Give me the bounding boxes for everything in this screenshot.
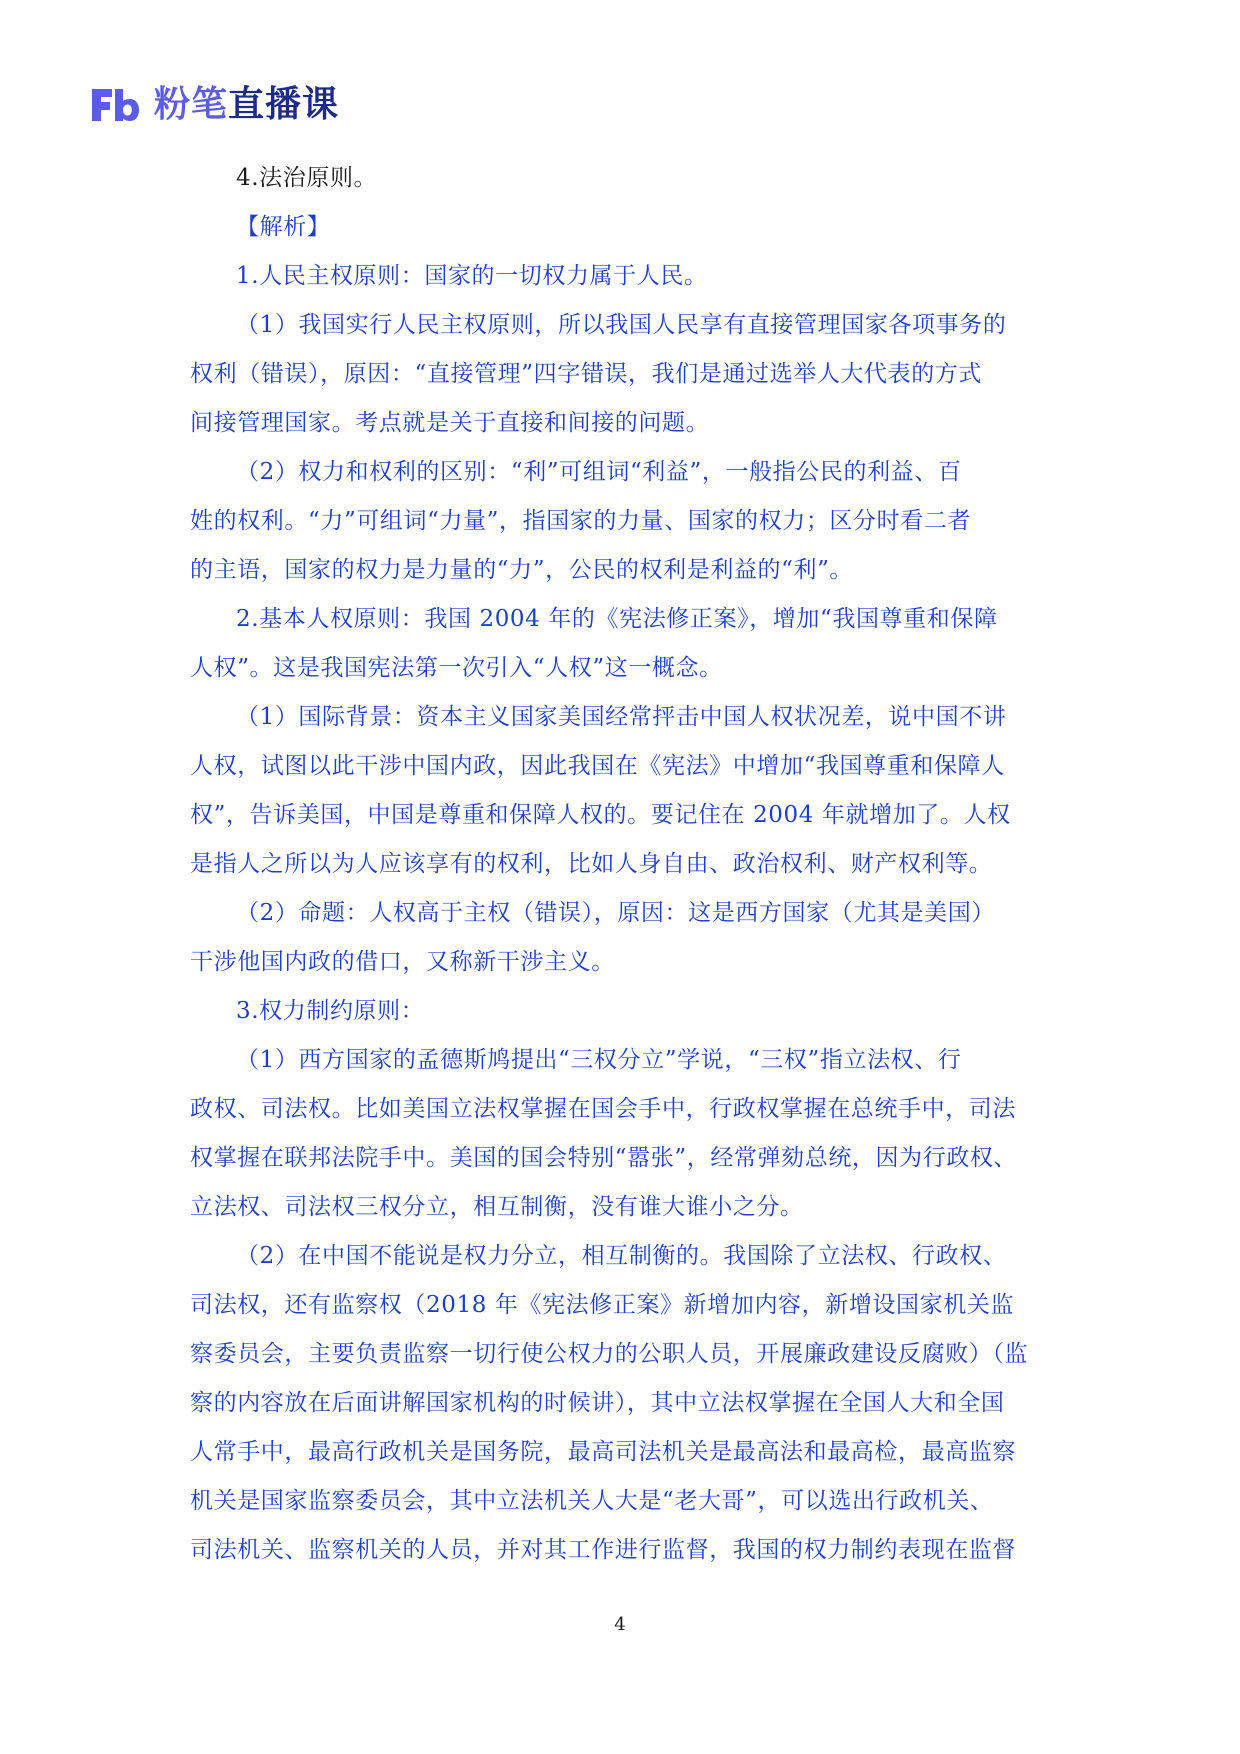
text-line: 【解析】	[236, 214, 331, 240]
text-line: （2）命题：人权高于主权（错误），原因：这是西方国家（尤其是美国）	[236, 900, 995, 926]
page-header	[88, 80, 339, 130]
text-line: 4.法治原则。	[236, 165, 378, 191]
text-line: 人权”。这是我国宪法第一次引入“人权”这一概念。	[190, 655, 723, 681]
text-line: （2）权力和权利的区别：“利”可组词“利益”，一般指公民的利益、百	[236, 459, 962, 485]
fb-logo-icon	[88, 85, 140, 125]
text-line: 是指人之所以为人应该享有的权利，比如人身自由、政治权利、财产权利等。	[190, 851, 993, 877]
text-line: （1）西方国家的孟德斯鸠提出“三权分立”学说，“三权”指立法权、行	[236, 1047, 962, 1073]
text-line: 3.权力制约原则：	[236, 998, 425, 1024]
text-line: 机关是国家监察委员会，其中立法机关人大是“老大哥”，可以选出行政机关、	[190, 1488, 994, 1514]
text-line: 2.基本人权原则：我国 2004 年的《宪法修正案》，增加“我国尊重和保障	[236, 606, 998, 632]
text-line: 司法机关、监察机关的人员，并对其工作进行监督，我国的权力制约表现在监督	[190, 1537, 1016, 1563]
text-line: 权掌握在联邦法院手中。美国的国会特别“嚣张”，经常弹劾总统，因为行政权、	[190, 1145, 1018, 1171]
text-line: 间接管理国家。考点就是关于直接和间接的问题。	[190, 410, 710, 436]
text-line: 权”，告诉美国，中国是尊重和保障人权的。要记住在 2004 年就增加了。人权	[190, 802, 1011, 828]
text-line: 1.人民主权原则：国家的一切权力属于人民。	[236, 263, 708, 289]
text-line: 立法权、司法权三权分立，相互制衡，没有谁大谁小之分。	[190, 1194, 804, 1220]
text-line: 政权、司法权。比如美国立法权掌握在国会手中，行政权掌握在总统手中，司法	[190, 1096, 1016, 1122]
text-line: 权利（错误），原因：“直接管理”四字错误，我们是通过选举人大代表的方式	[190, 361, 983, 387]
text-line: （2）在中国不能说是权力分立，相互制衡的。我国除了立法权、行政权、	[236, 1243, 1007, 1269]
text-line: （1）我国实行人民主权原则，所以我国人民享有直接管理国家各项事务的	[236, 312, 1007, 338]
text-line: 干涉他国内政的借口，又称新干涉主义。	[190, 949, 615, 975]
text-line: 人权，试图以此干涉中国内政，因此我国在《宪法》中增加“我国尊重和保障人	[190, 753, 1005, 779]
document-body	[190, 154, 1070, 1575]
text-line: 人常手中，最高行政机关是国务院，最高司法机关是最高法和最高检，最高监察	[190, 1439, 1016, 1465]
brand-name-rest: 直播课	[228, 84, 340, 125]
text-line: （1）国际背景：资本主义国家美国经常抨击中国人权状况差，说中国不讲	[236, 704, 1007, 730]
text-line: 司法权，还有监察权（2018 年《宪法修正案》新增加内容，新增设国家机关监	[190, 1292, 1015, 1318]
brand-name-accent: 粉笔	[154, 84, 229, 125]
text-line: 姓的权利。“力”可组词“力量”，指国家的力量、国家的权力；区分时看二者	[190, 508, 972, 534]
text-line: 察的内容放在后面讲解国家机构的时候讲），其中立法权掌握在全国人大和全国	[190, 1390, 1005, 1416]
text-line: 的主语，国家的权力是力量的“力”，公民的权利是利益的“利”。	[190, 557, 854, 583]
text-line: 察委员会，主要负责监察一切行使公权力的公职人员，开展廉政建设反腐败）（监	[190, 1341, 1029, 1367]
brand-name	[154, 84, 340, 125]
page-number: 4	[614, 1614, 626, 1635]
